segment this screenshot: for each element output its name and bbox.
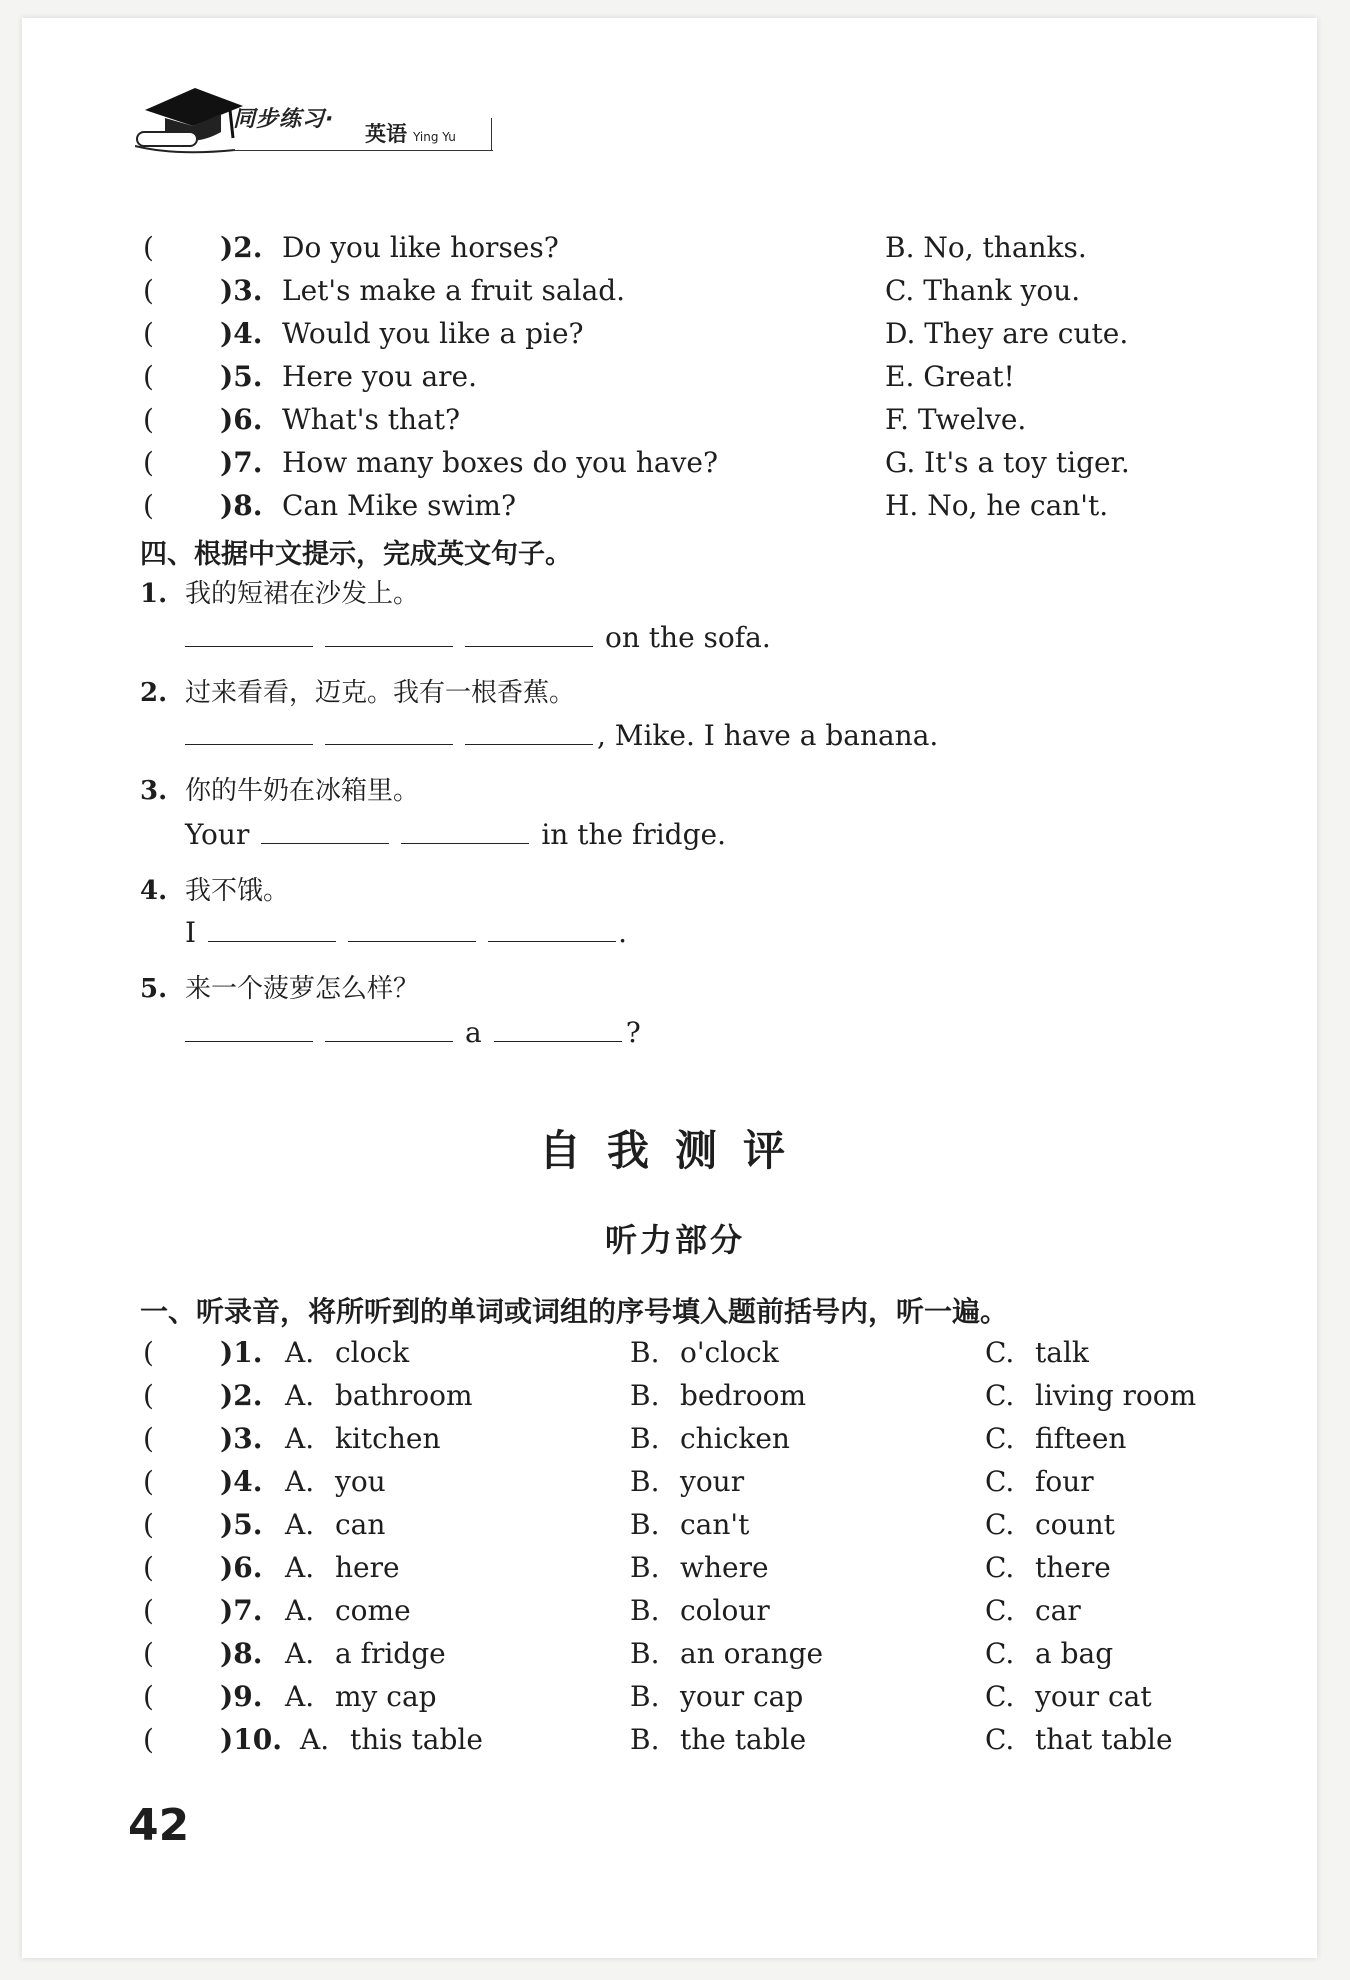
- fill-line-1: [185, 620, 771, 654]
- fill-line-3: [185, 817, 726, 851]
- option-text: there: [1035, 1551, 1111, 1584]
- option-letter: A.: [285, 1637, 315, 1670]
- fill-prefix: I: [185, 916, 197, 949]
- option-b: [630, 1505, 749, 1545]
- option-a: [285, 1634, 446, 1674]
- item-number: 3.: [140, 776, 168, 806]
- option-text: a bag: [1035, 1637, 1114, 1670]
- option-text: you: [335, 1465, 386, 1498]
- listening-part-title: 听力部分: [604, 1221, 745, 1259]
- answer-blank[interactable]: [465, 718, 593, 745]
- option-a: [285, 1505, 385, 1545]
- brand-dot: ·: [325, 107, 335, 132]
- option-b: [630, 1591, 770, 1631]
- question-number: )10.: [220, 1723, 282, 1756]
- option-letter: A.: [285, 1508, 315, 1541]
- answer-bracket[interactable]: (: [143, 489, 154, 522]
- option-c: [985, 1505, 1115, 1545]
- option-c: [985, 1333, 1089, 1373]
- brand-text: 同步练习: [233, 107, 326, 132]
- answer-bracket[interactable]: (: [143, 403, 154, 436]
- answer-option: B. No, thanks.: [885, 231, 1087, 264]
- answer-blank[interactable]: [348, 915, 476, 942]
- option-a: [285, 1376, 473, 1416]
- option-text: kitchen: [335, 1422, 441, 1455]
- option-c: [985, 1634, 1113, 1674]
- answer-option: E. Great!: [885, 360, 1015, 393]
- option-letter: C.: [985, 1379, 1015, 1412]
- fill-line-2: [185, 718, 938, 752]
- question-number: )5.: [220, 1508, 263, 1541]
- question-number: )7.: [220, 446, 263, 479]
- question-number: )7.: [220, 1594, 263, 1627]
- question-number: )3.: [220, 1422, 263, 1455]
- option-c: [985, 1419, 1126, 1459]
- option-letter: C.: [985, 1680, 1015, 1713]
- option-letter: A.: [285, 1422, 315, 1455]
- fill-line-5: [185, 1015, 641, 1049]
- question-text: Do you like horses?: [282, 231, 559, 264]
- option-text: bedroom: [680, 1379, 807, 1412]
- option-text: this table: [350, 1723, 483, 1756]
- option-b: [630, 1548, 769, 1588]
- fill-line-4: [185, 915, 627, 949]
- option-letter: A.: [285, 1379, 315, 1412]
- answer-blank[interactable]: [185, 718, 313, 745]
- series-brand: [233, 102, 334, 133]
- item-number: 5.: [140, 974, 168, 1004]
- option-letter: C.: [985, 1508, 1015, 1541]
- question-number: )6.: [220, 403, 263, 436]
- option-text: your cap: [680, 1680, 804, 1713]
- option-letter: B.: [630, 1508, 660, 1541]
- answer-bracket[interactable]: (: [143, 1508, 154, 1541]
- option-text: car: [1035, 1594, 1081, 1627]
- page-number: 42: [128, 1800, 190, 1851]
- sentence-item-3: [140, 770, 419, 807]
- option-text: colour: [680, 1594, 770, 1627]
- answer-bracket[interactable]: (: [143, 1379, 154, 1412]
- answer-bracket[interactable]: (: [143, 274, 154, 307]
- option-text: talk: [1035, 1336, 1089, 1369]
- option-c: [985, 1548, 1111, 1588]
- option-text: the table: [680, 1723, 807, 1756]
- option-letter: B.: [630, 1637, 660, 1670]
- option-text: that table: [1035, 1723, 1173, 1756]
- subject-pinyin: Ying Yu: [413, 130, 456, 144]
- item-chinese: 你的牛奶在冰箱里。: [185, 776, 420, 806]
- option-c: [985, 1462, 1094, 1502]
- option-text: your cat: [1035, 1680, 1152, 1713]
- question-text: How many boxes do you have?: [282, 446, 718, 479]
- fill-suffix: , Mike. I have a banana.: [597, 719, 939, 752]
- section4-heading: 四、根据中文提示，完成英文句子。: [140, 539, 572, 570]
- option-b: [630, 1419, 790, 1459]
- answer-bracket[interactable]: (: [143, 1422, 154, 1455]
- question-number: )2.: [220, 231, 263, 264]
- question-text: Would you like a pie?: [282, 317, 584, 350]
- answer-bracket[interactable]: (: [143, 317, 154, 350]
- option-letter: A.: [285, 1594, 315, 1627]
- option-text: a fridge: [335, 1637, 446, 1670]
- option-letter: A.: [285, 1680, 315, 1713]
- option-letter: C.: [985, 1551, 1015, 1584]
- answer-blank[interactable]: [208, 915, 336, 942]
- answer-bracket[interactable]: (: [143, 1594, 154, 1627]
- answer-bracket[interactable]: (: [143, 1637, 154, 1670]
- option-letter: C.: [985, 1723, 1015, 1756]
- answer-option: D. They are cute.: [885, 317, 1129, 350]
- item-chinese: 我的短裙在沙发上。: [185, 579, 420, 609]
- option-text: your: [680, 1465, 745, 1498]
- option-text: fifteen: [1035, 1422, 1127, 1455]
- option-text: where: [680, 1551, 769, 1584]
- option-text: clock: [335, 1336, 410, 1369]
- option-letter: B.: [630, 1594, 660, 1627]
- answer-bracket[interactable]: (: [143, 1680, 154, 1713]
- option-letter: B.: [630, 1551, 660, 1584]
- item-chinese: 过来看看，迈克。我有一根香蕉。: [185, 678, 576, 708]
- header-underline: [233, 150, 493, 151]
- option-text: my cap: [335, 1680, 437, 1713]
- option-a: [285, 1548, 400, 1588]
- answer-bracket[interactable]: (: [143, 360, 154, 393]
- option-c: [985, 1376, 1196, 1416]
- option-a: [285, 1333, 409, 1373]
- option-b: [630, 1333, 779, 1373]
- item-number: 2.: [140, 678, 168, 708]
- option-a: [285, 1677, 437, 1717]
- fill-suffix: ?: [625, 1016, 641, 1049]
- answer-blank[interactable]: [325, 620, 453, 647]
- answer-bracket[interactable]: (: [143, 1465, 154, 1498]
- question-number: )2.: [220, 1379, 263, 1412]
- subject-zh: 英语: [365, 122, 407, 146]
- option-letter: C.: [985, 1637, 1015, 1670]
- question-text: Can Mike swim?: [282, 489, 516, 522]
- answer-blank[interactable]: [185, 620, 313, 647]
- option-text: can't: [680, 1508, 750, 1541]
- option-text: bathroom: [335, 1379, 473, 1412]
- option-text: four: [1035, 1465, 1094, 1498]
- option-text: come: [335, 1594, 411, 1627]
- option-letter: B.: [630, 1723, 660, 1756]
- answer-bracket[interactable]: (: [143, 1336, 154, 1369]
- option-text: can: [335, 1508, 386, 1541]
- option-a: [300, 1720, 483, 1760]
- sentence-item-4: [140, 870, 289, 907]
- option-text: count: [1035, 1508, 1115, 1541]
- sentence-item-5: [140, 968, 419, 1005]
- answer-blank[interactable]: [494, 1015, 622, 1042]
- option-c: [985, 1677, 1152, 1717]
- fill-prefix: Your: [185, 818, 250, 851]
- answer-bracket[interactable]: (: [143, 1551, 154, 1584]
- answer-blank[interactable]: [465, 620, 593, 647]
- question-number: )6.: [220, 1551, 263, 1584]
- fill-mid: a: [465, 1016, 482, 1049]
- answer-bracket[interactable]: (: [143, 1723, 154, 1756]
- question-number: )4.: [220, 317, 263, 350]
- question-number: )9.: [220, 1680, 263, 1713]
- option-text: here: [335, 1551, 400, 1584]
- answer-bracket[interactable]: (: [143, 231, 154, 264]
- item-chinese: 来一个菠萝怎么样？: [185, 974, 420, 1004]
- answer-bracket[interactable]: (: [143, 446, 154, 479]
- option-text: o'clock: [680, 1336, 779, 1369]
- item-chinese: 我不饿。: [185, 876, 290, 906]
- item-number: 1.: [140, 579, 168, 609]
- self-test-title: 自我测评: [538, 1126, 811, 1175]
- option-letter: A.: [285, 1465, 315, 1498]
- option-b: [630, 1720, 806, 1760]
- option-a: [285, 1419, 441, 1459]
- fill-suffix: .: [618, 916, 627, 949]
- option-letter: A.: [285, 1336, 315, 1369]
- sentence-item-1: [140, 573, 419, 610]
- answer-option: G. It's a toy tiger.: [885, 446, 1130, 479]
- listening-heading: 一、听录音，将所听到的单词或词组的序号填入题前括号内，听一遍。: [140, 1295, 1009, 1328]
- option-letter: B.: [630, 1465, 660, 1498]
- option-letter: C.: [985, 1465, 1015, 1498]
- answer-blank[interactable]: [488, 915, 616, 942]
- question-text: What's that?: [282, 403, 460, 436]
- option-b: [630, 1462, 744, 1502]
- item-number: 4.: [140, 876, 168, 906]
- option-letter: B.: [630, 1379, 660, 1412]
- question-number: )4.: [220, 1465, 263, 1498]
- option-c: [985, 1720, 1173, 1760]
- option-b: [630, 1634, 823, 1674]
- question-number: )3.: [220, 274, 263, 307]
- option-b: [630, 1376, 806, 1416]
- option-letter: A.: [300, 1723, 330, 1756]
- question-number: )1.: [220, 1336, 263, 1369]
- option-letter: B.: [630, 1680, 660, 1713]
- option-letter: C.: [985, 1422, 1015, 1455]
- option-a: [285, 1591, 411, 1631]
- answer-blank[interactable]: [325, 1015, 453, 1042]
- question-text: Let's make a fruit salad.: [282, 274, 626, 307]
- answer-option: C. Thank you.: [885, 274, 1081, 307]
- answer-blank[interactable]: [185, 1015, 313, 1042]
- answer-blank[interactable]: [401, 817, 529, 844]
- option-text: living room: [1035, 1379, 1197, 1412]
- answer-blank[interactable]: [325, 718, 453, 745]
- question-number: )8.: [220, 1637, 263, 1670]
- answer-blank[interactable]: [261, 817, 389, 844]
- option-c: [985, 1591, 1081, 1631]
- subject-label: [365, 118, 456, 148]
- sentence-item-2: [140, 672, 575, 709]
- option-letter: C.: [985, 1336, 1015, 1369]
- answer-option: H. No, he can't.: [885, 489, 1109, 522]
- option-letter: A.: [285, 1551, 315, 1584]
- option-a: [285, 1462, 386, 1502]
- graduation-cap-icon: [135, 80, 245, 160]
- page-header: [135, 80, 495, 160]
- option-letter: B.: [630, 1422, 660, 1455]
- option-text: chicken: [680, 1422, 790, 1455]
- option-letter: C.: [985, 1594, 1015, 1627]
- option-text: an orange: [680, 1637, 824, 1670]
- option-letter: B.: [630, 1336, 660, 1369]
- header-divider: [491, 118, 492, 151]
- option-b: [630, 1677, 803, 1717]
- question-text: Here you are.: [282, 360, 478, 393]
- fill-suffix: in the fridge.: [541, 818, 726, 851]
- answer-option: F. Twelve.: [885, 403, 1027, 436]
- fill-suffix: on the sofa.: [605, 621, 771, 654]
- question-number: )5.: [220, 360, 263, 393]
- question-number: )8.: [220, 489, 263, 522]
